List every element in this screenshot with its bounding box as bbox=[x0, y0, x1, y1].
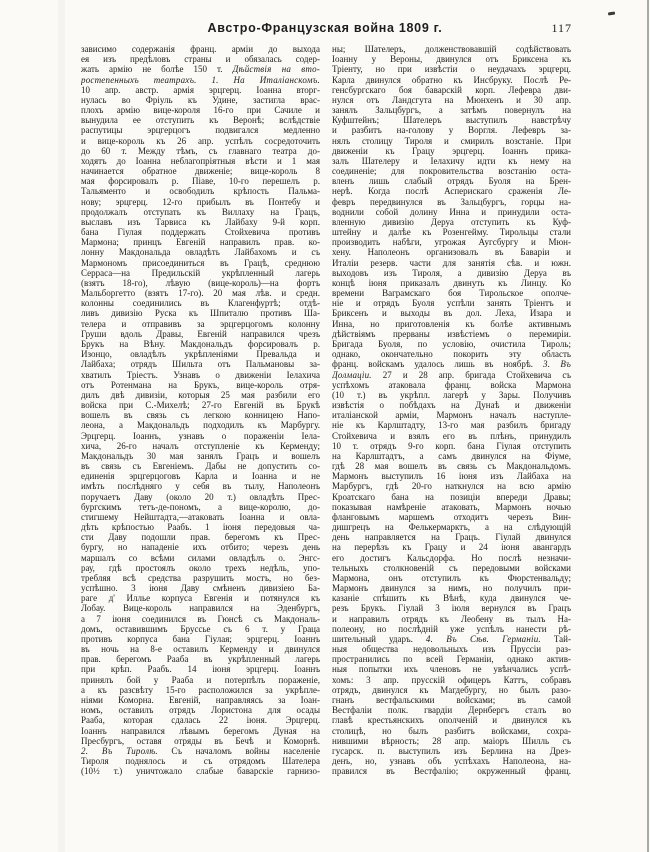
text-line: гнанъ вестфальскими войсками; въ самой bbox=[332, 695, 571, 705]
text-line: соединеніе; для покровительства возстанію оста- bbox=[332, 166, 571, 177]
text-line: войска при С.-Михелѣ; 27-го Евгеній въ Брукѣ bbox=[81, 400, 320, 411]
text-line: гусарск. п. выступилъ изъ Берлина на Дрез- bbox=[332, 745, 571, 756]
text-line: требляя всѣ средства разрушить мостъ, но без- bbox=[81, 572, 320, 583]
text-line: Брукъ на Вѣну. Макдональдъ форсировалъ р. bbox=[81, 338, 320, 349]
text-line: Карла двинулся обратно къ Инсбруку. Послѣ Ре- bbox=[332, 74, 571, 85]
text-line: нившими вѣрность; 28 апр. маіоръ Шилль съ bbox=[332, 735, 571, 746]
text-line: Пресбургъ, оставя отряды въ Бечѣ и Коморнѣ. bbox=[81, 735, 320, 746]
text-line: поручаетъ Даву (около 20 т.) овладѣть Прес- bbox=[81, 491, 320, 502]
text-line: имѣть послѣдняго у себя въ тылу, Наполеонъ bbox=[81, 481, 320, 492]
text-line: телера и отправивъ за эрцгерцогомъ колонну bbox=[81, 318, 320, 329]
text-line: Тріенту, но при извѣстіи о неудачахъ эрцгерц. bbox=[332, 64, 571, 75]
text-line: 10 т. отрядъ 9-го корп. бана Гіулая отступить bbox=[332, 440, 571, 451]
text-line: вошелъ въ связь съ легкою конницею Напо- bbox=[81, 410, 320, 421]
text-line: вленъ лишь слабый отрядъ Буоля на Брен- bbox=[332, 176, 571, 187]
text-line: Кроатскаго бана на позиціи впереди Дравы; bbox=[332, 491, 571, 502]
text-line: Бриксенъ и выходы въ дол. Леха, Изара и bbox=[332, 308, 571, 319]
text-line: день направляется на Грацъ. Гіулай двинулся bbox=[332, 532, 571, 543]
text-line: Мальборгетто (взятъ 17-го). 20 мая лѣв. и средн. bbox=[81, 288, 320, 299]
text-line: нову; эрцгерц. 12-го прибылъ въ Понтебу и bbox=[81, 196, 320, 207]
text-line: Долмаціи. 27 и 28 апр. бригада Стойхевича съ bbox=[332, 369, 571, 380]
text-line: номъ, оставилъ отрядъ Лористона для осады bbox=[81, 705, 320, 716]
scan-gutter-shadow bbox=[58, 0, 65, 852]
text-line: бургу, но нападеніе ихъ отбито; черезъ день bbox=[81, 542, 320, 553]
text-line: времени Ваграмскаго боя Тирольское ополче- bbox=[332, 288, 571, 299]
text-line: домъ, оставившимъ Бруссье съ 6 т. у Граца bbox=[81, 623, 320, 634]
text-line: успѣшно. 3 іюня Даву смѣненъ дивизіею Ба- bbox=[81, 583, 320, 594]
text-line: противъ корпуса бана Гіулая; эрцгерц. Іоаннъ bbox=[81, 633, 320, 644]
text-line: нерѣ. Когда послѣ Асперискаго сраженія Ле- bbox=[332, 186, 571, 197]
text-line: показывая намѣреніе атаковать, Мармонъ ночью bbox=[332, 501, 571, 512]
text-line: хомъ: 3 апр. прусскій офицеръ Каттъ, собравъ bbox=[332, 674, 571, 685]
text-line: ніе къ Карлштадту, 13-го мая разбилъ бригаду bbox=[332, 420, 571, 431]
text-line: франц. войскамъ удалось лишь въ ноябрѣ. 3. Въ bbox=[332, 359, 571, 370]
text-line: принялъ бой у Рааба и потерпѣлъ пораженіе, bbox=[81, 674, 320, 685]
text-line: Тальяменто и освободилъ крѣпость Пальма- bbox=[81, 186, 320, 197]
text-line: (взятъ 18-го), лѣвую (вице-король)—на фортъ bbox=[81, 277, 320, 288]
text-line: фланговымъ маршемъ отходитъ черезъ Вин- bbox=[332, 511, 571, 522]
text-line: его достигъ Кальсдорфа. Но послѣ незначи- bbox=[332, 552, 571, 563]
text-line: начинается обратное движеніе; вице-король 8 bbox=[81, 166, 320, 177]
text-line: Макдональдъ 30 мая занялъ Грацъ и вошелъ bbox=[81, 450, 320, 461]
text-line: колонны соединились въ Клагенфуртѣ; отдѣ- bbox=[81, 298, 320, 309]
text-line: сти Даву подошли прав. берегомъ къ Прес- bbox=[81, 532, 320, 543]
text-line: Эрцгерц. Іоаннъ, узнавъ о пораженіи Іела- bbox=[81, 430, 320, 441]
text-line: штейну и далѣе къ Розенгейму. Тирольцы стали bbox=[332, 227, 571, 238]
text-line: единенія эрцгерцоговъ Карла и Іоанна и не bbox=[81, 471, 320, 482]
text-line: (10 т.) въ укрѣпл. лагерѣ у Зары. Получивъ bbox=[332, 389, 571, 400]
text-line: Тироля поднялось и съ отрядомъ Шателера bbox=[81, 756, 320, 767]
text-line: резъ Брукъ. Гіулай 3 іюля вернулся въ Грацъ bbox=[332, 603, 571, 614]
text-line: лонну Макдональда овладѣть Лайбахомъ и съ bbox=[81, 247, 320, 258]
text-line: продолжалъ отступать къ Виллаху на Грацъ, bbox=[81, 206, 320, 217]
text-line: леона, а Макдональдъ подходилъ къ Марбургу. bbox=[81, 420, 320, 431]
text-line: бургскимъ тетъ-де-пономъ, а вице-королю, до- bbox=[81, 501, 320, 512]
text-line: рау, гдѣ простоялъ около трехъ недѣль, упо- bbox=[81, 562, 320, 573]
text-line: Іоаннъ направился лѣвымъ берегомъ Дуная на bbox=[81, 725, 320, 736]
text-columns bbox=[81, 44, 571, 776]
page-number: 117 bbox=[551, 21, 572, 35]
text-line: хватилъ Тріестъ. Узнавъ о движеніи Іелахича bbox=[81, 369, 320, 380]
text-line: хену. Наполеонъ организовалъ въ Баваріи и bbox=[332, 247, 571, 258]
text-line: отъ Ротенмана на Брукъ, вице-король отря- bbox=[81, 379, 320, 390]
text-line: концѣ іюня приказалъ двинуть къ Линцу. Ко bbox=[332, 277, 571, 288]
text-line: Лайбаха; отрядъ Шильта отъ Пальмановы за- bbox=[81, 359, 320, 370]
text-line: и направилъ отрядъ къ Леобену въ тылъ На- bbox=[332, 613, 571, 624]
text-line: вынудила ее отступить къ Веронѣ; вслѣдствіе bbox=[81, 115, 320, 126]
text-line: ростепенныхъ театрахъ. 1. На Италіанскомъ. bbox=[81, 74, 320, 85]
text-line: выславъ изъ Тарвиса къ Лайбаху 9-й корп. bbox=[81, 216, 320, 227]
text-line: Мармона; принцъ Евгеній направилъ прав. ко- bbox=[81, 237, 320, 248]
text-line: до 60 т. Между тѣмъ, съ главнаго театра до- bbox=[81, 145, 320, 156]
text-line: ныя общества недовольныхъ изъ Пруссіи раз- bbox=[332, 644, 571, 655]
text-line: Куфштейнъ; Шателеръ выступилъ навстрѣчу bbox=[332, 115, 571, 126]
text-line: въ связь съ Евгеніемъ. Дабы не допустить со- bbox=[81, 461, 320, 472]
scan-speck-artifact bbox=[608, 12, 615, 15]
text-line: главѣ крестьянскихъ ополченій и двинулся къ bbox=[332, 715, 571, 726]
text-line: Мармона, онъ отступилъ къ Фюрстенвальду; bbox=[332, 572, 571, 583]
text-line: на перерѣзъ къ Грацу и 24 іюня авангардъ bbox=[332, 542, 571, 553]
text-line: италіанской арміи, Мармонъ началъ наступле- bbox=[332, 410, 571, 421]
text-line: правился въ Вестфалію; окруженный франц. bbox=[332, 766, 571, 777]
text-line: жать армію не болѣе 150 т. Дѣйствія на вто- bbox=[81, 64, 320, 75]
text-line: Іоанну у Вероны, двинулся отъ Бриксена къ bbox=[332, 54, 571, 65]
text-line: февръ передвинулся въ Зальцбургъ, горцы на- bbox=[332, 196, 571, 207]
text-line: Мармонъ двинулся за нимъ, но получилъ при- bbox=[332, 583, 571, 594]
text-line: и вице-король къ 26 апр. успѣлъ сосредоточить bbox=[81, 135, 320, 146]
text-line: Мармономъ присоединиться въ Грацѣ, среднюю bbox=[81, 257, 320, 268]
text-line: тельныхъ столкновеній съ передовыми войсками bbox=[332, 562, 571, 573]
text-line: Италіи резерв. части для занятія сѣв. и южн. bbox=[332, 257, 571, 268]
text-line: успѣхомъ атаковала франц. войска Мармона bbox=[332, 379, 571, 390]
text-line: нулся отъ Ландсгута на Мюнхенъ и 30 апр. bbox=[332, 94, 571, 105]
text-line: нялъ столицу Тироля и смирилъ возстаніе. При bbox=[332, 135, 571, 146]
text-line: дилъ двѣ дивизіи, которыя 25 мая разбили его bbox=[81, 389, 320, 400]
text-column-right bbox=[332, 44, 571, 776]
text-line: въ ночь на 8-е оставилъ Керменду и двинулся bbox=[81, 644, 320, 655]
text-line: дѣйствіямъ прерваны извѣстіемъ о перемиріи. bbox=[332, 328, 571, 339]
text-line: пространились по всей Германіи, однако актив- bbox=[332, 654, 571, 665]
text-line: Бригада Буоля, по условію, очистила Тироль; bbox=[332, 338, 571, 349]
text-line: зависимо содержанія франц. арміи до выхода bbox=[81, 44, 320, 54]
text-line: дишгрецъ на Фелькермарктъ, а на слѣдующій bbox=[332, 522, 571, 533]
text-line: ея изъ предѣловъ страны и обязалась содер- bbox=[81, 54, 320, 65]
text-line: ныя попытки ихъ членовъ не увѣнчались успѣ- bbox=[332, 664, 571, 675]
text-line: Изонцо, овладѣлъ укрѣпленіями Превальда и bbox=[81, 349, 320, 360]
text-line: шительный ударъ. 4. Въ Сѣв. Германіи. Тай- bbox=[332, 633, 571, 644]
text-line: нулась во Фріуль къ Удине, застигла врас- bbox=[81, 94, 320, 105]
text-line: раге д' Иллье корпуса Евгенія и потянулся къ bbox=[81, 593, 320, 604]
text-line: дѣть крѣпостью Раабъ. 1 іюня передовыя ча- bbox=[81, 522, 320, 533]
text-line: (10½ т.) уничтожало слабые баварскіе гарнизо- bbox=[81, 766, 320, 777]
text-line: столицѣ, но былъ разбитъ войсками, сохра- bbox=[332, 725, 571, 736]
text-column-left bbox=[81, 44, 320, 776]
text-line: Груши вдоль Дравы, Евгеній направился чрезъ bbox=[81, 328, 320, 339]
text-line: плохъ армію вице-короля 16-го при Сачиле и bbox=[81, 105, 320, 116]
text-line: Серраса—на Предильскій укрѣпленный лагерь bbox=[81, 267, 320, 278]
text-line: воднили собой долину Инна и принудили оста- bbox=[332, 206, 571, 217]
text-line: полеону, но послѣдній уже успѣлъ нанести рѣ- bbox=[332, 623, 571, 634]
text-line: распутицы эрцгерцогъ подвигался медленно bbox=[81, 125, 320, 136]
scan-edge-artifact bbox=[647, 0, 649, 852]
text-line: отрядъ, двинулся къ Магдебургу, но былъ разо- bbox=[332, 684, 571, 695]
text-line: Вестфаліи полк. гвардіи Дернбергъ сталъ во bbox=[332, 705, 571, 716]
text-line: прав. берегомъ Рааба въ укрѣпленный лагерь bbox=[81, 654, 320, 665]
text-line: 2. Въ Тиролѣ. Съ началомъ войны населеніе bbox=[81, 745, 320, 756]
text-line: генсбургскаго боя баварскій корп. Лефевра дви- bbox=[332, 84, 571, 95]
text-line: ніе и отрядъ Буоля успѣли занять Тріентъ и bbox=[332, 298, 571, 309]
text-line: выходовъ изъ Тироля, а дивизію Деруа въ bbox=[332, 267, 571, 278]
running-header-title: Австро-Французская война 1809 г. bbox=[207, 21, 443, 35]
text-line: при крѣп. Раабъ. 14 іюня эрцгерц. Іоаннъ bbox=[81, 664, 320, 675]
text-line: Марбургъ, гдѣ 20-го наткнулся на всю армію bbox=[332, 481, 571, 492]
text-line: мая форсировалъ р. Піаве, 10-го перешелъ р. bbox=[81, 176, 320, 187]
text-line: а къ разсвѣту 15-го расположился за укрѣпле- bbox=[81, 684, 320, 695]
text-line: стигшему Нейштадта,—атаковать Іоанна и овла- bbox=[81, 511, 320, 522]
text-line: маршалъ со всѣми силами овладѣлъ о. Энгс- bbox=[81, 552, 320, 563]
text-line: бана Гіулая поддержать Стойхевича противъ bbox=[81, 227, 320, 238]
text-line: извѣстія о побѣдахъ на Дунаѣ и движеніи bbox=[332, 400, 571, 411]
text-line: Инна, но приготовленія къ болѣе активнымъ bbox=[332, 318, 571, 329]
text-line: хича, 26-го началъ отступленіе къ Керменду; bbox=[81, 440, 320, 451]
text-line: денъ, но, узнавъ объ успѣхахъ Наполеона, на- bbox=[332, 756, 571, 767]
text-line: Стойхевича и взялъ его въ плѣнъ, принудилъ bbox=[332, 430, 571, 441]
text-line: ны; Шателеръ, долженствовавшій содѣйствовать bbox=[332, 44, 571, 54]
text-line: ніями Коморна. Евгеній, направляясь за Іоан- bbox=[81, 695, 320, 705]
text-line: ходятъ до Іоанна неблагопріятныя вѣсти и 1 мая bbox=[81, 155, 320, 166]
text-line: вленную дивизію Деруа отступить къ Куф- bbox=[332, 216, 571, 227]
text-line: однако, окончательно покорить эту область bbox=[332, 349, 571, 360]
text-line: Мармонъ выступилъ 16 іюня изъ Лайбаха на bbox=[332, 471, 571, 482]
text-line: Лобау. Вице-король направился на Эденбургъ, bbox=[81, 603, 320, 614]
text-line: 10 апр. австр. армія эрцгерц. Іоанна вторг- bbox=[81, 84, 320, 95]
text-line: производить набѣги, угрожая Аугсбургу и Мюн- bbox=[332, 237, 571, 248]
text-line: Рааба, которая сдалась 22 іюня. Эрцгерц. bbox=[81, 715, 320, 726]
text-line: а 7 іюня соединился въ Гюнсѣ съ Макдональ- bbox=[81, 613, 320, 624]
text-line: движеніи къ Грацу эрцгерц. Іоаннъ прика- bbox=[332, 145, 571, 156]
text-line: на Карлштадтъ, а самъ двинулся на Фіуме, bbox=[332, 450, 571, 461]
text-line: ливъ дивизію Руска къ Шпиталю противъ Ша- bbox=[81, 308, 320, 319]
text-line: казаніе спѣшить къ Вѣнѣ, куда двинулся че- bbox=[332, 593, 571, 604]
text-line: гдѣ 28 мая вошелъ въ связь съ Макдональдомъ. bbox=[332, 461, 571, 472]
text-line: залъ Шателеру и Іелахичу идти къ нему на bbox=[332, 155, 571, 166]
text-line: занялъ Зальцбургъ, а затѣмъ повернулъ на bbox=[332, 105, 571, 116]
text-line: и разбитъ на-голову у Воргля. Лефевръ за- bbox=[332, 125, 571, 136]
